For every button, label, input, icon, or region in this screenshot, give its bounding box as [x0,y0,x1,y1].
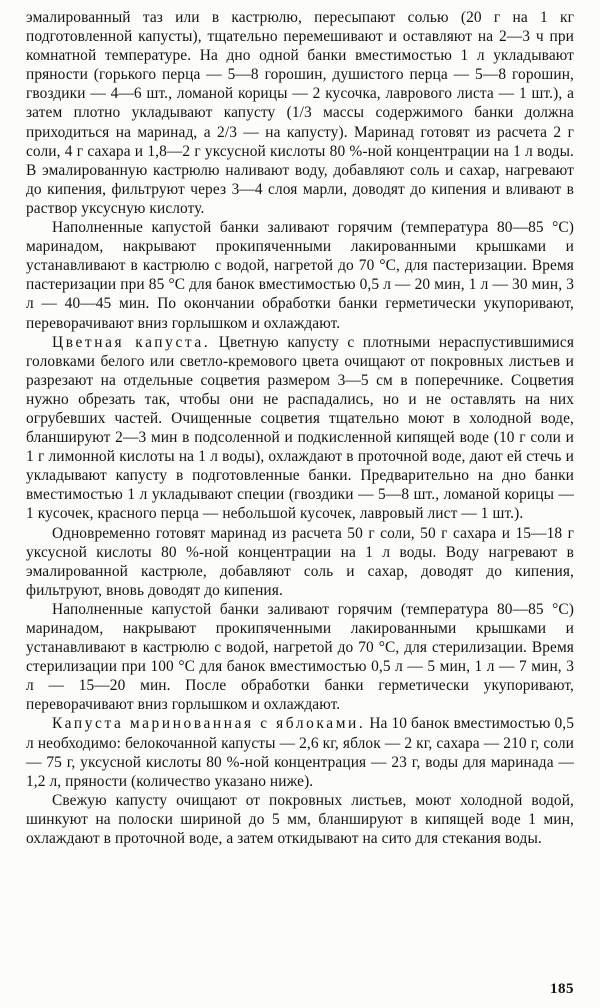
page-number: 185 [550,981,574,997]
paragraph-4 [26,524,574,600]
paragraph-3-text: Цветную капусту с плотными нераспустившимися головками белого или светло-кремового цвета очищают от покровных листьев и разрезают на отдельные соцветия размером 3—5 см в поперечнике. Соцветия нужно обрезать так, чтобы они не распадались, но и не оставлять на них огрубевших частей. Очищенные соцветия тщательно моют в холодной воде, бланшируют 2—3 мин в подсоленной и подкисленной кипящей воде (10 г соли и 1 г лимонной кислоты на 1 л воды), охлаждают в проточной воде, дают ей стечь и укладывают капусту в подготовленные банки. Предварительно на дно банки вместимостью 1 л укладывают специи (гвоздики — 5—8 шт., ломаной корицы — 1 кусочек, красного перца — небольшой кусочек, лавровый лист — 1 шт.). [26,333,574,523]
paragraph-1-text: эмалированный таз или в кастрюлю, пересыпают солью (20 г на 1 кг подготовленной капусты), тщательно перемешивают и оставляют на 2—3 ч при комнатной температуре. На дно одной банки вместимостью 1 л укладывают пряности (горького перца — 5—8 горошин, душистого перца — 5—8 горошин, гвоздики — 4—6 шт., ломаной корицы — 2 кусочка, лаврового листа — 1 шт.), а затем плотно укладывают капусту (1/3 массы содержимого банки должна приходиться на маринад, а 2/3 — на капусту). Маринад готовят из расчета 2 г соли, 4 г сахара и 1,8—2 г уксусной кислоты 80 %-ной концентрации на 1 л воды. В эмалированную кастрюлю наливают воду, добавляют соль и сахар, нагревают до кипения, фильтруют через 3—4 слоя марли, доводят до кипения и вливают в раствор уксусную кислоту. [26,9,574,217]
paragraph-6 [26,714,574,790]
paragraph-3 [26,333,574,524]
paragraph-7 [26,791,574,848]
paragraph-1 [26,8,574,218]
paragraph-7-text: Свежую капусту очищают от покровных листьев, моют холодной водой, шинкуют на полоски шириной до 5 мм, бланшируют в кипящей воде 1 мин, охлаждают в проточной воде, а затем откидывают на сито для стекания воды. [26,791,574,848]
page-body-text [26,8,574,848]
paragraph-4-text: Одновременно готовят маринад из расчета 50 г соли, 50 г сахара и 15—18 г уксусной кислоты 80 %-ной концентрации на 1 л воды. Воду нагревают в эмалированной кастрюле, добавляют соль и сахар, доводят до кипения, фильтруют, вновь доводят до кипения. [26,524,574,599]
paragraph-5 [26,600,574,715]
paragraph-2 [26,218,574,333]
paragraph-6-text: На 10 банок вместимостью 0,5 л необходимо: белокочанной капусты — 2,6 кг, яблок — 2 кг, сахара — 210 г, соли — 75 г, уксусной кислоты 80 %-ной концентрация — 23 г, воды для маринада — 1,2 л, пряности (количество указано ниже). [26,715,574,790]
paragraph-2-text: Наполненные капустой банки заливают горячим (температура 80—85 °C) маринадом, накрывают прокипяченными лакированными крышками и устанавливают в кастрюлю с водой, нагретой до 70 °C, для пастеризации. Время пастеризации при 85 °C для банок вместимостью 0,5 л — 20 мин, 1 л — 30 мин, 3 л — 40—45 мин. По окончании обработки банки герметически укупоривают, переворачивают вниз горлышком и охлаждают. [26,219,574,332]
section-heading-cauliflower: Цветная капуста. [52,333,211,351]
section-heading-marinated-cabbage-with-apples: Капуста маринованная с яблоками. [52,715,366,733]
paragraph-5-text: Наполненные капустой банки заливают горячим (температура 80—85 °C) маринадом, накрывают прокипяченными лакированными крышками и устанавливают в кастрюлю с водой, нагретой до 70 °C, для стерилизации. Время стерилизации при 100 °C для банок вместимостью 0,5 л — 5 мин, 1 л — 7 мин, 3 л — 15—20 мин. После обработки банки герметически укупоривают, переворачивают вниз горлышком и охлаждают. [26,600,574,714]
